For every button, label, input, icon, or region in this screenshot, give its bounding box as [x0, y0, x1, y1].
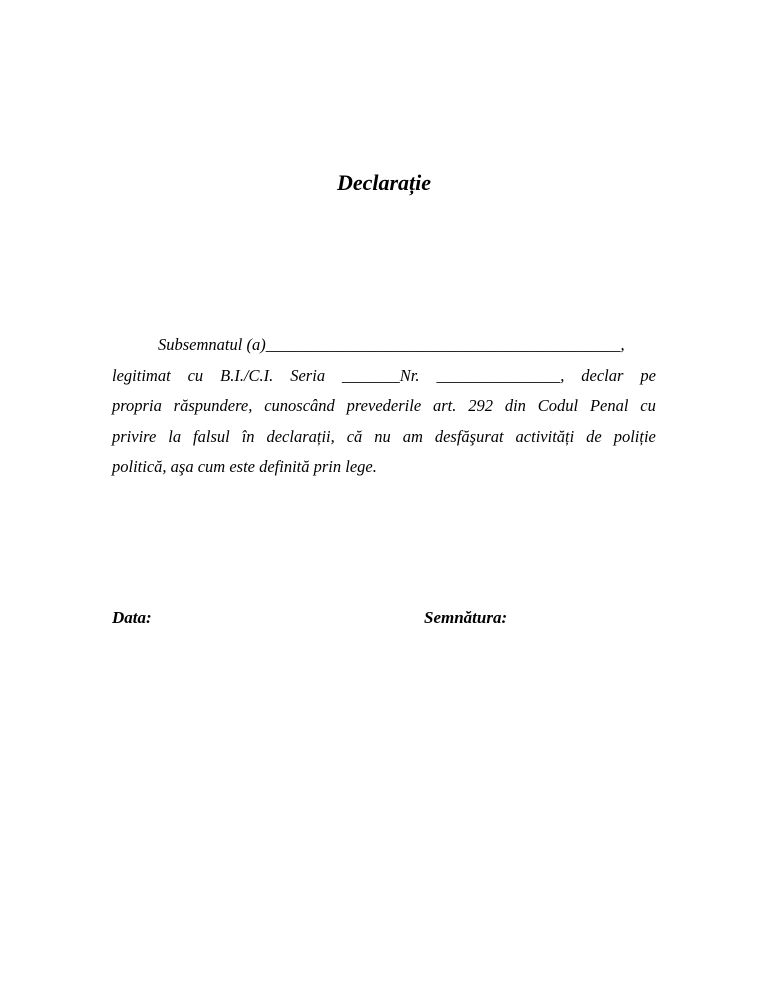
- word: din: [504, 396, 526, 415]
- word: declar: [581, 365, 624, 385]
- word: în: [241, 426, 255, 446]
- word: poliție: [613, 426, 656, 446]
- word: falsul: [193, 426, 230, 446]
- word: cunoscând: [264, 396, 335, 415]
- word: _______________,: [436, 365, 565, 385]
- document-title: Declarație: [336, 170, 432, 195]
- date-label: Data:: [112, 608, 152, 627]
- paragraph-line-2: [112, 361, 656, 392]
- word: desfăşurat: [434, 426, 504, 446]
- word: propria: [112, 396, 162, 415]
- declaration-paragraph: [112, 330, 656, 483]
- word: că: [346, 426, 363, 446]
- word: _______Nr.: [342, 365, 420, 385]
- paragraph-line-3: [112, 391, 656, 422]
- word: activități: [515, 426, 575, 446]
- word: privire: [112, 426, 157, 446]
- paragraph-line-4: [112, 422, 656, 453]
- word: la: [168, 426, 182, 446]
- word: art.: [433, 396, 457, 415]
- word: cu: [187, 365, 204, 385]
- word: B.I./C.I.: [220, 365, 274, 385]
- word: de: [586, 426, 602, 446]
- word: prevederile: [346, 396, 422, 415]
- word: răspundere,: [173, 396, 253, 415]
- word: cu: [640, 396, 656, 415]
- word: Seria: [290, 365, 326, 385]
- signature-label: Semnătura:: [424, 608, 508, 627]
- paragraph-line-1: Subsemnatul (a)___________________________________________,: [158, 335, 625, 354]
- word: am: [402, 426, 423, 446]
- word: nu: [374, 426, 391, 446]
- word: legitimat: [112, 365, 171, 385]
- word: Codul: [537, 396, 579, 415]
- word: pe: [640, 365, 656, 385]
- word: Penal: [589, 396, 629, 415]
- word: 292: [468, 396, 493, 415]
- paragraph-line-5: politică, aşa cum este definită prin lege.: [112, 457, 377, 476]
- word: declarații,: [266, 426, 335, 446]
